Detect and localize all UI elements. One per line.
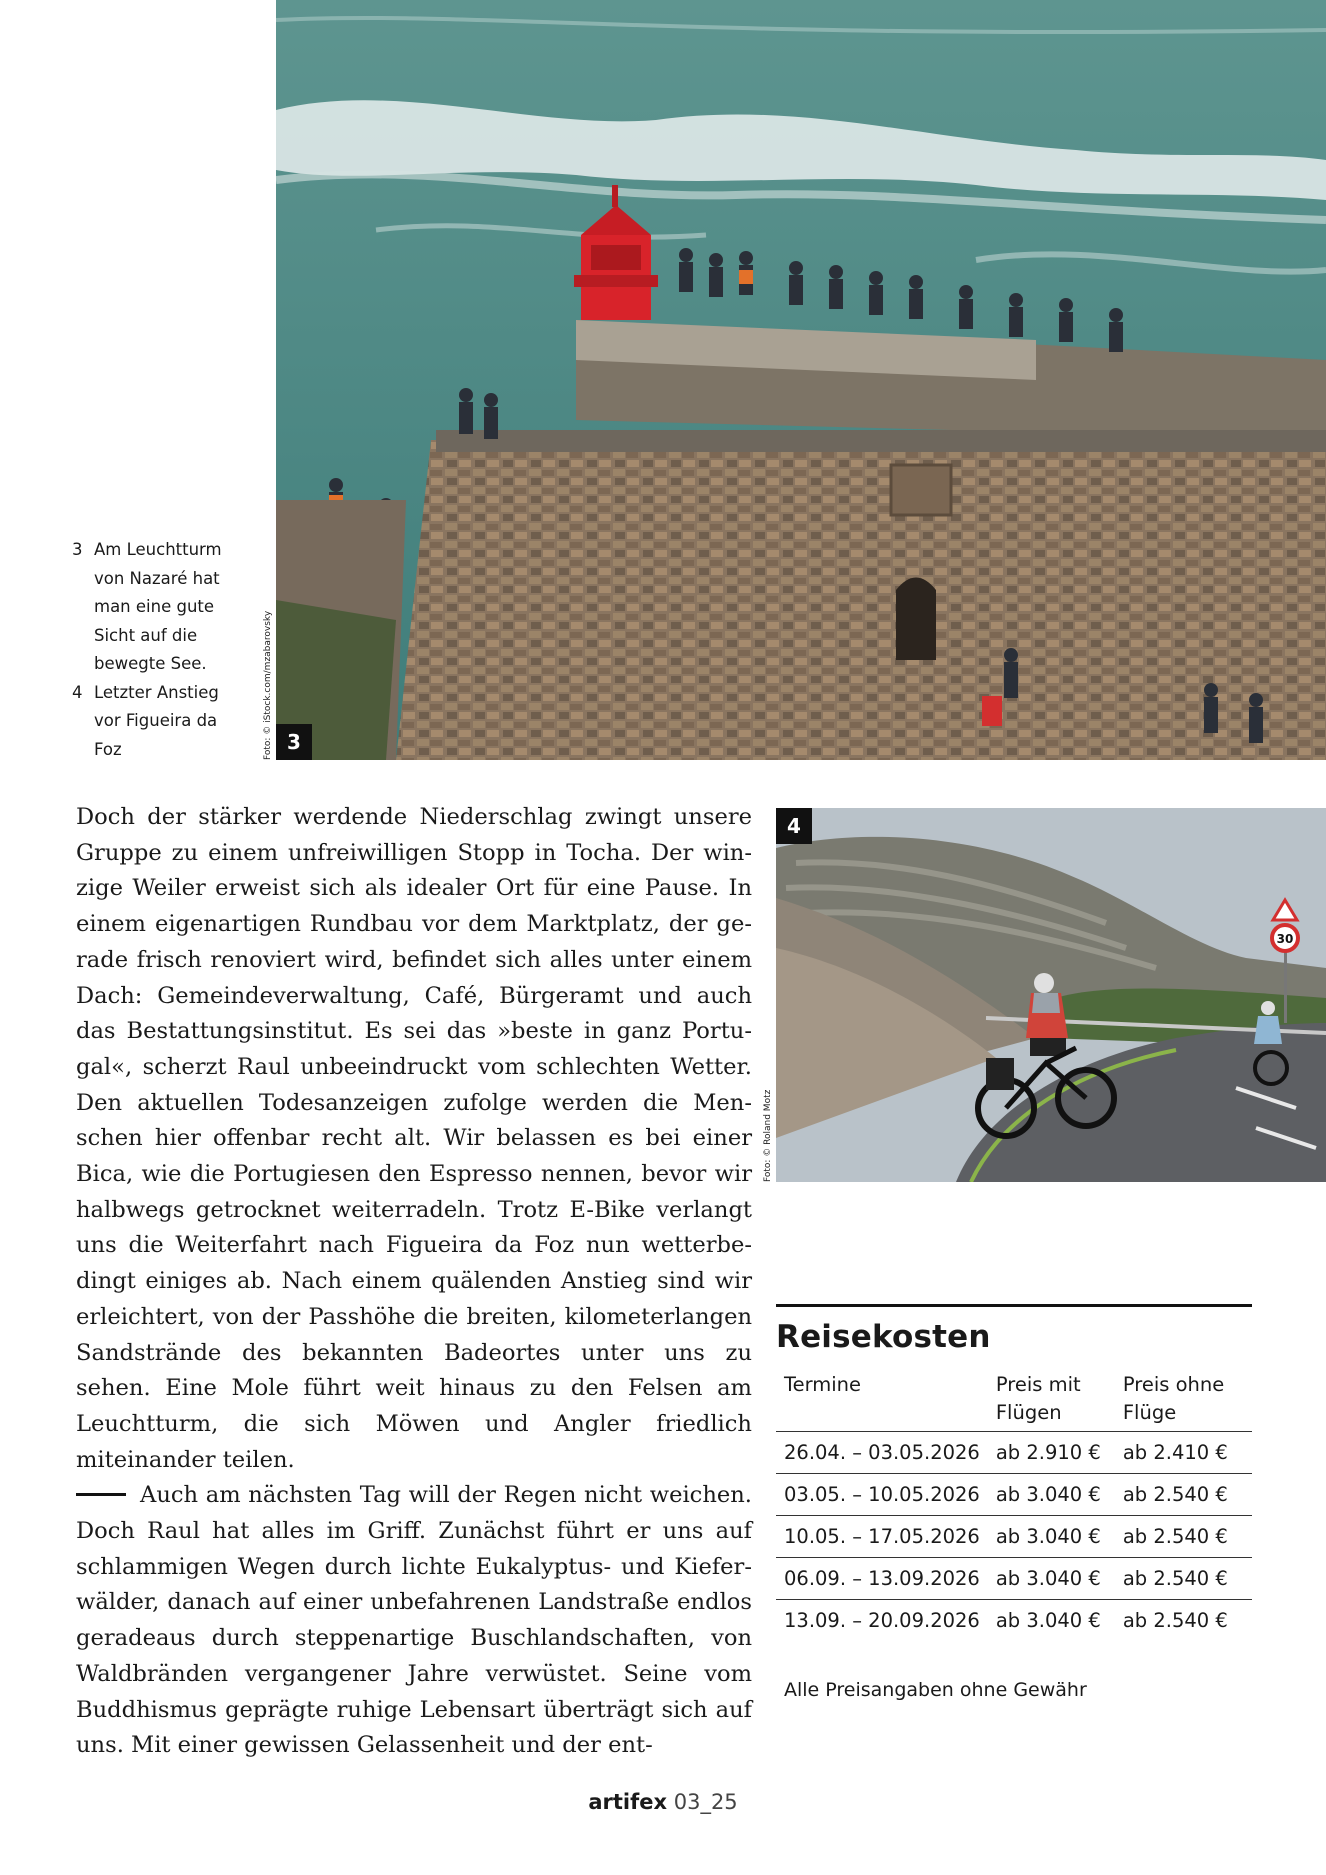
table-row — [776, 1600, 1252, 1642]
price-with-flights-cell: ab 3.040 € — [988, 1558, 1115, 1600]
photo-number-badge: 3 — [276, 724, 312, 760]
article-paragraph-with-dash — [76, 1478, 752, 1764]
date-cell: 13.09. – 20.09.2026 — [784, 1609, 980, 1632]
date-cell: 06.09. – 13.09.2026 — [776, 1558, 988, 1600]
price-without-flights-cell: ab 2.540 € — [1115, 1516, 1252, 1558]
date-cell: 26.04. – 03.05.2026 — [776, 1432, 988, 1474]
table-row — [776, 1432, 1252, 1474]
price-with-flights-cell: ab 3.040 € — [988, 1474, 1115, 1516]
costs-top-rule — [776, 1304, 1252, 1307]
price-without-flights-cell: ab 2.410 € — [1115, 1432, 1252, 1474]
costs-title: Reisekosten — [776, 1319, 991, 1355]
travel-costs-box — [776, 1304, 1252, 1701]
photo-credit: Foto: © iStock.com/mzabarovsky — [263, 610, 273, 760]
magazine-brand: artifex — [588, 1790, 668, 1814]
price-with-flights-cell: ab 3.040 € — [988, 1516, 1115, 1558]
table-row — [776, 1474, 1252, 1516]
page-footer — [0, 1790, 1326, 1814]
date-cell: 03.05. – 10.05.2026 — [776, 1474, 988, 1516]
price-without-flights-cell: ab 2.540 € — [1115, 1558, 1252, 1600]
column-header: Preis mit Flügen — [988, 1371, 1115, 1432]
caption-text: Letzter Anstieg vor Figueira da Foz — [94, 682, 219, 759]
cyclists-illustration — [776, 808, 1326, 1182]
section-dash — [76, 1493, 126, 1496]
photo-number-badge: 4 — [776, 808, 812, 844]
caption-item — [72, 679, 242, 765]
photo-cyclists-ascent — [776, 808, 1326, 1182]
price-disclaimer: Alle Preisangaben ohne Gewähr — [784, 1679, 1087, 1701]
price-with-flights-cell: ab 3.040 € — [995, 1609, 1101, 1632]
photo-credit: Foto: © Roland Motz — [763, 1089, 773, 1182]
column-header: Termine — [776, 1371, 988, 1432]
table-header-row — [776, 1371, 1252, 1432]
photo-captions — [72, 536, 242, 764]
issue-number: 03_25 — [673, 1790, 738, 1814]
table-row — [776, 1516, 1252, 1558]
article-paragraph-text: Auch am nächsten Tag will der Regen nicht weichen. Doch Raul hat alles im Griff. Zunächst führt er uns auf schlammigen Wegen durch lichte Eukalyptus- und Kieferwälder, danach auf einer unbefahrenen Landstraße endlos geradeaus durch steppenartige Buschlandschaften, von Waldbränden vergangener Jahre verwüstet. Seine vom Buddhismus geprägte ruhige Lebensart überträgt sich auf uns. Mit einer gewissen Gelassenheit und der ent- — [76, 1482, 752, 1759]
lighthouse-illustration — [276, 0, 1326, 760]
price-without-flights-cell: ab 2.540 € — [1115, 1474, 1252, 1516]
article-paragraph: Doch der stärker werdende Niederschlag zwingt unsere Gruppe zu einem unfreiwilligen Stopp in Tocha. Der winzige Weiler erweist sich als idealer Ort für eine Pause. In einem eigenartigen Rundbau vor dem Marktplatz, der gerade frisch renoviert wird, befindet sich alles unter einem Dach: Gemeindeverwaltung, Café, Bürgeramt und auch das Bestattungsinstitut. Es sei das »beste in ganz Portugal«, scherzt Raul unbeeindruckt vom schlechten Wetter. Den aktuellen Todesanzeigen zufolge werden die Menschen hier offenbar recht alt. Wir belassen es bei einer Bica, wie die Portugiesen den Espresso nennen, bevor wir halbwegs getrocknet weiterradeln. Trotz E-Bike verlangt uns die Weiterfahrt nach Figueira da Foz nun wetterbedingt einiges ab. Nach einem quälenden Anstieg sind wir erleichtert, von der Passhöhe die breiten, kilometerlangen Sandstrände des bekannten Badeortes unter uns zu sehen. Eine Mole führt weit hinaus zu den Felsen am Leuchtturm, die sich Möwen und Angler friedlich miteinander teilen. — [76, 804, 752, 1473]
speed-sign-label: 30 — [1276, 932, 1294, 946]
price-with-flights-cell: ab 2.910 € — [988, 1432, 1115, 1474]
caption-number: 4 — [72, 682, 83, 702]
table-row — [776, 1558, 1252, 1600]
caption-item — [72, 536, 242, 679]
photo-nazare-lighthouse — [276, 0, 1326, 760]
caption-number: 3 — [72, 540, 83, 559]
price-without-flights-cell: ab 2.540 € — [1122, 1609, 1228, 1632]
article-body — [76, 800, 752, 1764]
caption-text: Am Leuchtturm von Nazaré hat man eine gute Sicht auf die bewegte See. — [94, 540, 222, 673]
costs-table — [776, 1371, 1252, 1641]
column-header: Preis ohne Flüge — [1115, 1371, 1252, 1432]
date-cell: 10.05. – 17.05.2026 — [776, 1516, 988, 1558]
